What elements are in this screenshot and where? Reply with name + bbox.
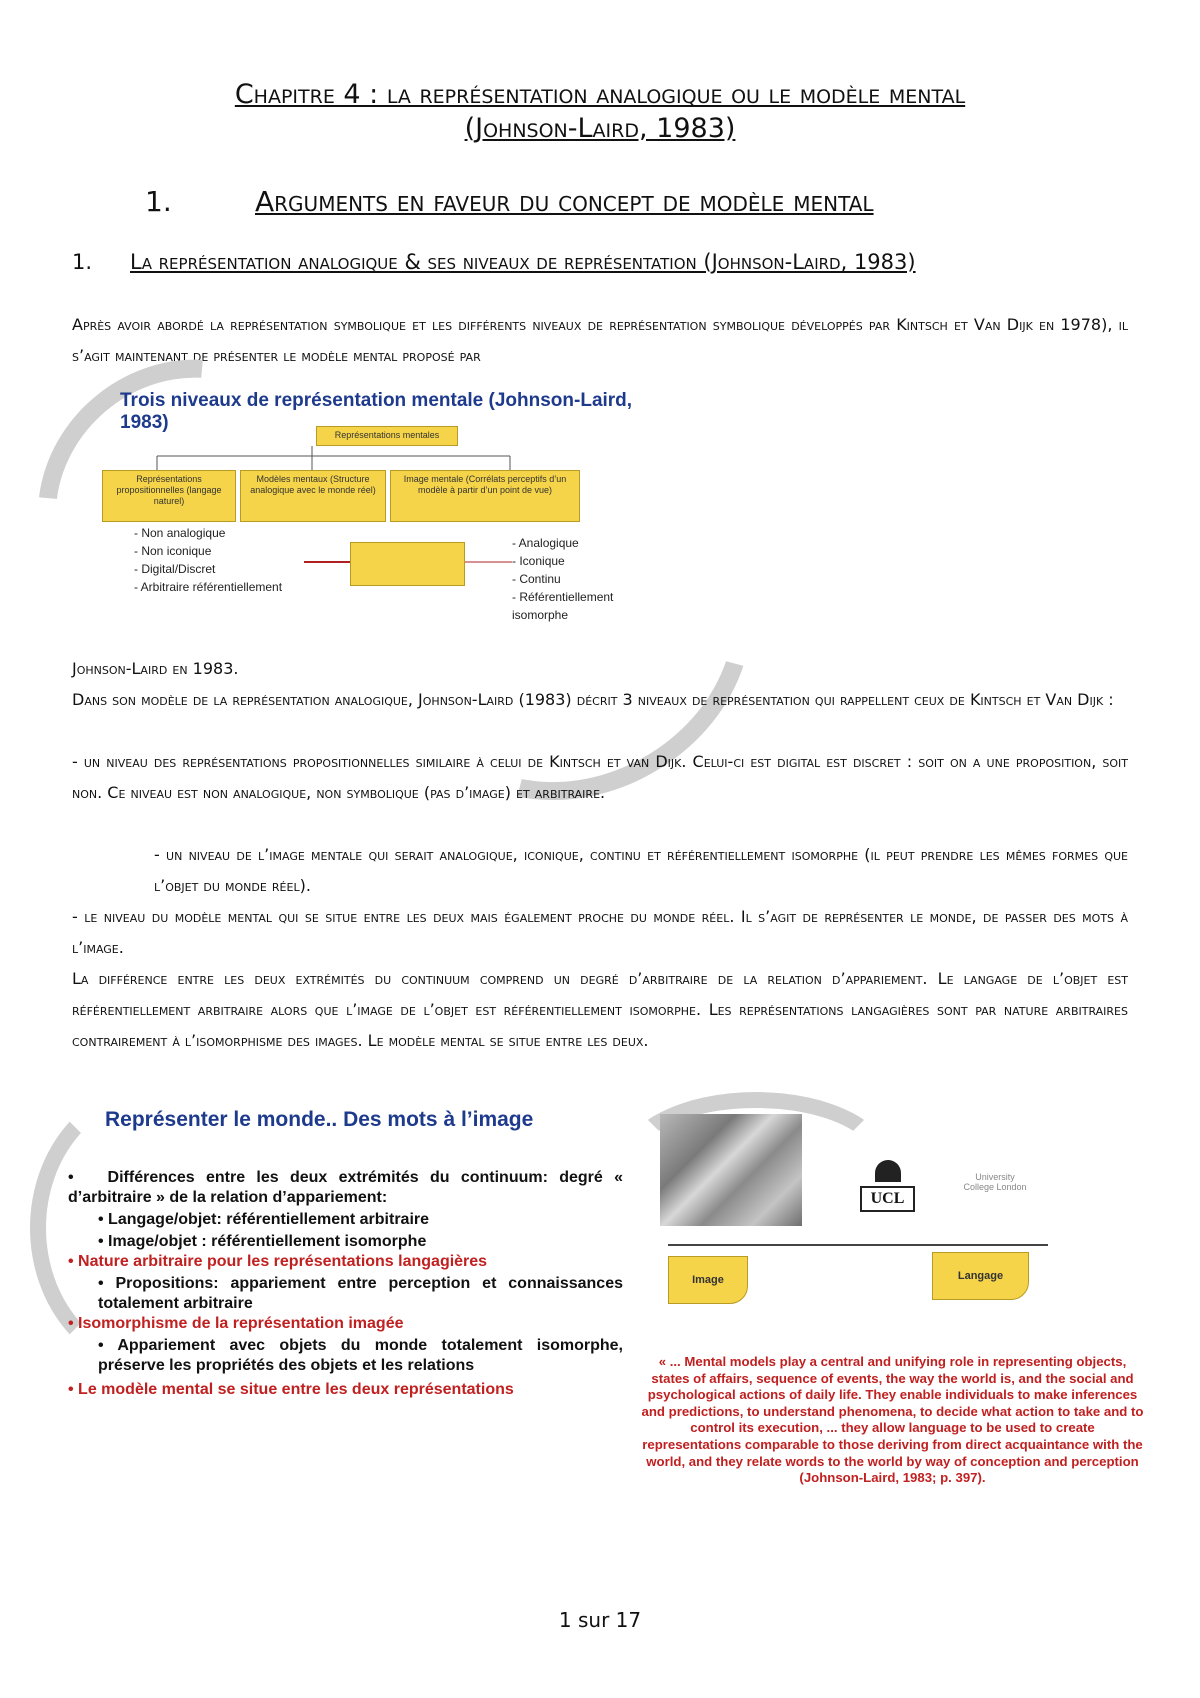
bullet-image-object: • Image/objet : référentiellement isomorphe [68, 1232, 623, 1252]
intro-paragraph: Après avoir abordé la représentation symbolique et les différents niveaux de représentation symbolique développés par Kintsch et Van Dijk en 1978), il s’agit maintenant de présenter le modèle mental proposé par [72, 315, 1128, 365]
bullet-matching: • Appariement avec objets du monde totalement isomorphe, préserve les propriétés des objets et les relations [68, 1336, 623, 1376]
list-item: - Digital/Discret [134, 560, 282, 578]
paragraph-three-levels: Dans son modèle de la représentation analogique, Johnson-Laird (1983) décrit 3 niveaux de représentation qui rappellent ceux de Kintsch et Van Dijk : [72, 690, 1114, 709]
chapter-title-line1: Chapitre 4 : la représentation analogique ou le modèle mental [234, 79, 966, 110]
figure-words-to-image [60, 1102, 1170, 1522]
bullet-arbitrary-nature: • Nature arbitraire pour les représentations langagières [68, 1252, 623, 1272]
bullet-language-object: • Langage/objet: référentiellement arbitraire [68, 1210, 623, 1230]
box-middle-empty [350, 542, 465, 586]
bullet-propositions: • Propositions: appariement entre perception et connaissances totalement arbitraire [68, 1274, 623, 1314]
campus-aerial-photo [660, 1114, 802, 1226]
figure2-title: Représenter le monde.. Des mots à l’image [105, 1108, 534, 1131]
left-list [134, 524, 282, 596]
flag-image: Image [668, 1256, 748, 1304]
section-number: 1. [145, 185, 172, 218]
ucl-logo [860, 1160, 915, 1222]
page-number: 1 sur 17 [558, 1608, 642, 1632]
root-box: Représentations mentales [316, 426, 458, 446]
dome-icon [875, 1160, 901, 1182]
chapter-title-line2: (Johnson-Laird, 1983) [464, 113, 736, 144]
university-name: University College London [963, 1172, 1027, 1192]
list-item: - Non analogique [134, 524, 282, 542]
section-heading [145, 185, 1045, 218]
ucl-logo-text: UCL [860, 1186, 915, 1212]
figure1-title: Trois niveaux de représentation mentale (Johnson-Laird, 1983) [120, 390, 633, 433]
johnson-laird-quote: « ... Mental models play a central and unifying role in representing objects, states of affairs, sequence of events, the way the world is, and the social and psychological actions of daily life. They enable individuals to make inferences and predictions, to understand phenomena, to decide what action to take and to control its execution, ... they allow language to be used to create representations comparable to those deriving from direct acquaintance with the world, and they relate words to the world by way of conception and perception (Johnson-Laird, 1983; p. 397). [641, 1354, 1144, 1486]
subsection-heading [72, 250, 1122, 274]
paragraph-image [72, 839, 1128, 901]
paragraph-image-text: - un niveau de l’image mentale qui serait analogique, iconique, continu et référentiellement isomorphe (il peut prendre les mêmes formes que l’objet du monde réel). [154, 845, 1128, 895]
box-mental-image [390, 470, 580, 522]
box-mental-models: Modèles mentaux (Structure analogique avec le monde réel) [240, 470, 386, 522]
list-item: - Analogique [512, 534, 652, 552]
paragraph-mental-model: - le niveau du modèle mental qui se situe entre les deux mais également proche du monde réel. Il s’agit de représenter le monde, de passer des mots à l’image. [72, 907, 1128, 957]
right-list [512, 534, 652, 624]
box-mental-image-text: Image mentale (Corrélats perceptifs d’un modèle à partir d’un point de vue) [403, 474, 567, 495]
flag-language: Langage [932, 1252, 1029, 1300]
bullet-isomorphism: • Isomorphisme de la représentation imagée [68, 1314, 623, 1334]
list-item: - Iconique [512, 552, 652, 570]
list-item: - Continu [512, 570, 652, 588]
subsection-title: La représentation analogique & ses niveaux de représentation (Johnson-Laird, 1983) [130, 250, 916, 274]
figure2-bullets [68, 1164, 623, 1400]
list-item: - Arbitraire référentiellement [134, 578, 282, 596]
paragraph-propositional: - un niveau des représentations propositionnelles similaire à celui de Kintsch et van Dijk. Celui-ci est digital est discret : soit on a une proposition, soit non. Ce niveau est non analogique, non symbolique (pas d’image) et arbitraire. [72, 752, 1128, 802]
paragraph-johnson-laird: Johnson-Laird en 1983. [72, 659, 239, 678]
list-item: - Référentiellement isomorphe [512, 588, 652, 624]
paragraph-difference: La différence entre les deux extrémités du continuum comprend un degré d’arbitraire de la relation d’appariement. Le langage de l’objet est référentiellement arbitraire alors que l’image de l’objet est référentiellement isomorphe. Les représentations langagières sont par nature arbitraires contrairement à l’isomorphisme des images. Le modèle mental se situe entre les deux. [72, 969, 1128, 1050]
section-title: Arguments en faveur du concept de modèle mental [255, 185, 874, 218]
list-item: - Non iconique [134, 542, 282, 560]
bullet-differences: • Différences entre les deux extrémités du continuum: degré « d’arbitraire » de la relation d’appariement: [68, 1168, 623, 1208]
figure-three-levels [72, 376, 668, 656]
box-propositional: Représentations propositionnelles (langage naturel) [102, 470, 236, 522]
bullet-mental-model: • Le modèle mental se situe entre les deux représentations [68, 1380, 623, 1400]
continuum-arrow [668, 1244, 1048, 1246]
chapter-title [0, 78, 1200, 146]
subsection-number: 1. [72, 250, 93, 274]
